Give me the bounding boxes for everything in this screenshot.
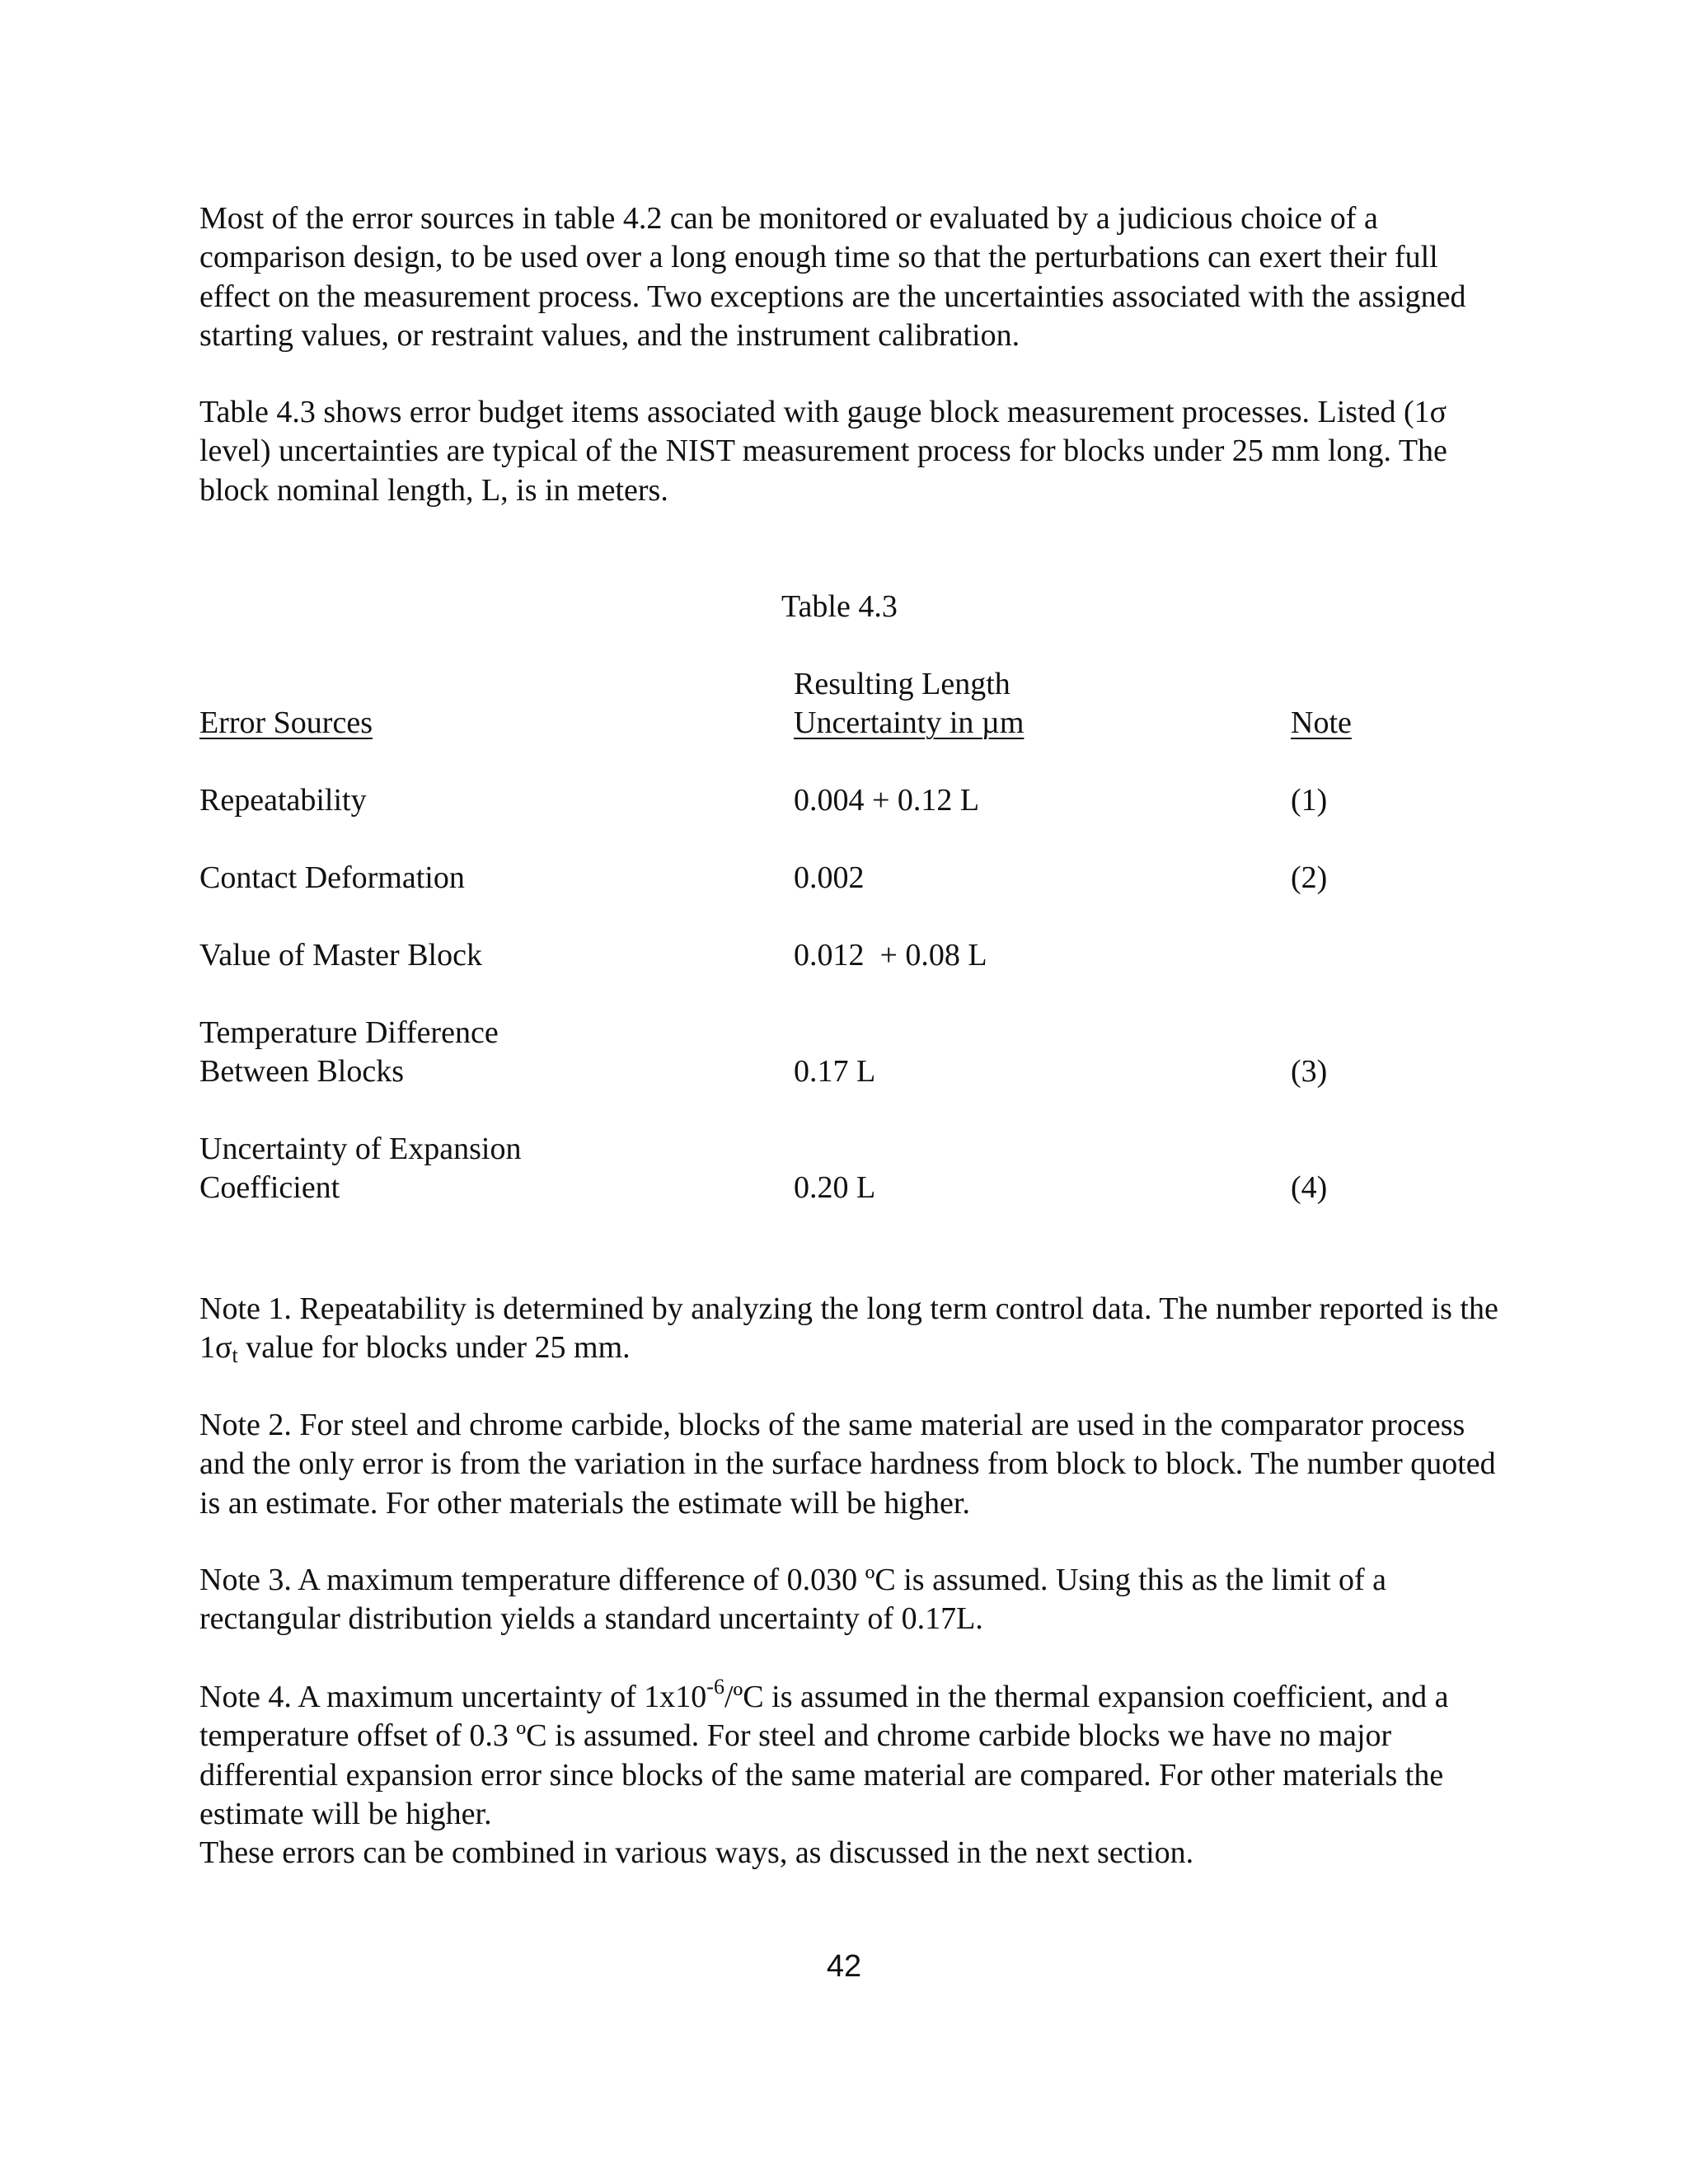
closing-sentence: These errors can be combined in various ways, as discussed in the next section. bbox=[199, 1835, 1194, 1871]
table-description-paragraph: Table 4.3 shows error budget items associated with gauge block measurement processes. Listed (1σ level) uncertainties are typical of the NIST measurement process for blocks under 25 mm long. The block nominal length, L, is in meters. bbox=[199, 395, 1447, 508]
header-uncertainty-line1: Resulting Length bbox=[794, 667, 1010, 701]
row-uncertainty: 0.20 L bbox=[794, 1170, 876, 1205]
intro-paragraph: Most of the error sources in table 4.2 can be monitored or evaluated by a judicious choice of a comparison design, to be used over a long enough time so that the perturbations can exert their full effect on the measurement process. Two exceptions are the uncertainties associated with the assigned starting values, or restraint values, and the instrument calibration. bbox=[199, 201, 1466, 353]
row-uncertainty: 0.17 L bbox=[794, 1054, 876, 1089]
row-source: Temperature Difference bbox=[199, 1015, 499, 1050]
table-caption: Table 4.3 bbox=[781, 589, 898, 624]
header-uncertainty-line2: Uncertainty in µm bbox=[794, 705, 1025, 740]
row-source-continued: Coefficient bbox=[199, 1170, 340, 1205]
note-3: Note 3. A maximum temperature difference of 0.030 ºC is assumed. Using this as the limit of a rectangular distribution yields a standard uncertainty of 0.17L. bbox=[199, 1563, 1387, 1637]
row-note: (2) bbox=[1291, 860, 1328, 895]
note-4-text: Note 4. A maximum uncertainty of 1x10 bbox=[199, 1680, 707, 1714]
row-source: Repeatability bbox=[199, 783, 367, 818]
note-1-text: Note 1. Repeatability is determined by analyzing the long term control data. The number reported is the 1σ bbox=[199, 1291, 1498, 1366]
row-uncertainty: 0.002 bbox=[794, 860, 865, 895]
row-uncertainty: 0.004 + 0.12 L bbox=[794, 783, 980, 818]
row-source: Contact Deformation bbox=[199, 860, 465, 895]
note-4-superscript: -6 bbox=[706, 1675, 724, 1699]
note-1-text-end: value for blocks under 25 mm. bbox=[237, 1330, 631, 1366]
row-uncertainty: 0.012 + 0.08 L bbox=[794, 938, 987, 972]
note-2: Note 2. For steel and chrome carbide, blocks of the same material are used in the comparator process and the only error is from the variation in the surface hardness from block to block. The number quoted is an estimate. For other materials the estimate will be higher. bbox=[199, 1408, 1496, 1521]
note-4-body bbox=[199, 1675, 1502, 1834]
note-4-text-end: /ºC is assumed in the thermal expansion coefficient, and a temperature offset of 0.3 ºC is assumed. For steel and chrome carbide blocks we have no major differential expansion error since blocks of the same material are compared. For other materials the estimate will be higher. bbox=[199, 1680, 1449, 1831]
row-source-continued: Between Blocks bbox=[199, 1054, 405, 1089]
row-note: (1) bbox=[1291, 783, 1328, 818]
note-1-subscript: t bbox=[232, 1343, 238, 1368]
row-note: (3) bbox=[1291, 1054, 1328, 1089]
note-4 bbox=[199, 1675, 1502, 1872]
header-error-sources: Error Sources bbox=[199, 705, 373, 740]
row-note: (4) bbox=[1291, 1170, 1328, 1205]
row-source: Uncertainty of Expansion bbox=[199, 1132, 522, 1166]
header-note: Note bbox=[1291, 705, 1352, 740]
note-1 bbox=[199, 1290, 1502, 1368]
page-number: 42 bbox=[826, 1949, 862, 1984]
row-source: Value of Master Block bbox=[199, 938, 482, 972]
